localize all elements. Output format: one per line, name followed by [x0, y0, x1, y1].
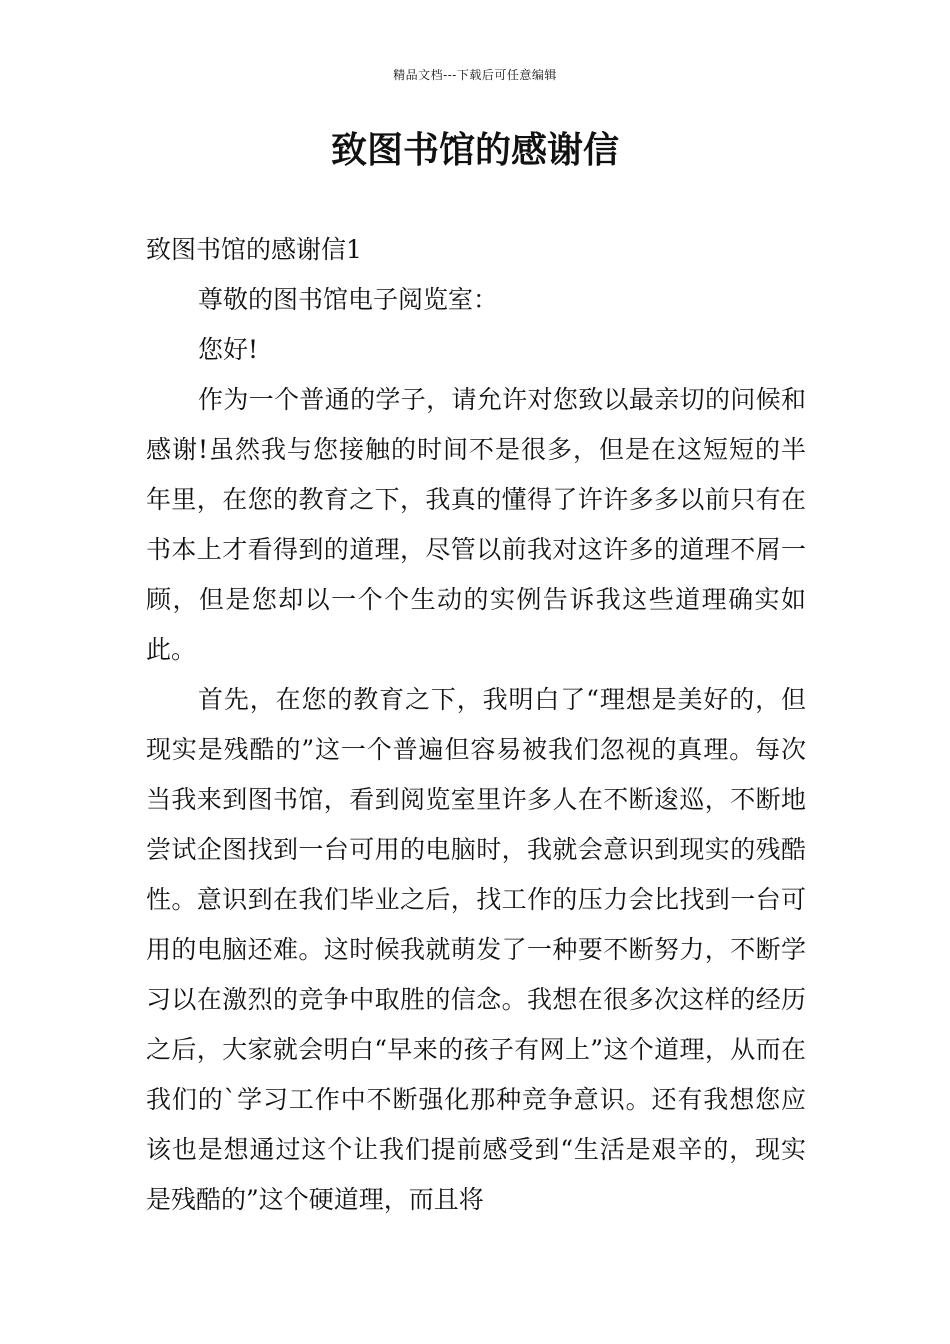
- greeting: 您好!: [198, 335, 259, 364]
- paragraph-1: 作为一个普通的学子，请允许对您致以最亲切的问候和感谢!虽然我与您接触的时间不是很多，但是在这短短的半年里，在您的教育之下，我真的懂得了许许多多以前只有在书本上才看得到的道理，尽管以前我对这许多的道理不屑一顾，但是您却以一个个生动的实例告诉我这些道理确实如此。: [146, 385, 806, 664]
- header-note: 精品文档---下载后可任意编辑: [393, 68, 557, 82]
- document-title: 致图书馆的感谢信: [330, 130, 619, 171]
- salutation: 尊敬的图书馆电子阅览室：: [198, 285, 499, 314]
- paragraph-2: 首先，在您的教育之下，我明白了“理想是美好的，但现实是残酷的”这一个普遍但容易被我们忽视的真理。每次当我来到图书馆，看到阅览室里许多人在不断逡巡，不断地尝试企图找到一台可用的电脑时，我就会意识到现实的残酷性。意识到在我们毕业之后，找工作的压力会比找到一台可用的电脑还难。这时候我就萌发了一种要不断努力，不断学习以在激烈的竞争中取胜的信念。我想在很多次这样的经历之后，大家就会明白“早来的孩子有网上”这个道理，从而在我们的`学习工作中不断强化那种竞争意识。还有我想您应该也是想通过这个让我们提前感受到“生活是艰辛的，现实是残酷的”这个硬道理，而且将: [146, 685, 806, 1214]
- section-subtitle: 致图书馆的感谢信1: [146, 235, 362, 264]
- document-body: [146, 225, 806, 1225]
